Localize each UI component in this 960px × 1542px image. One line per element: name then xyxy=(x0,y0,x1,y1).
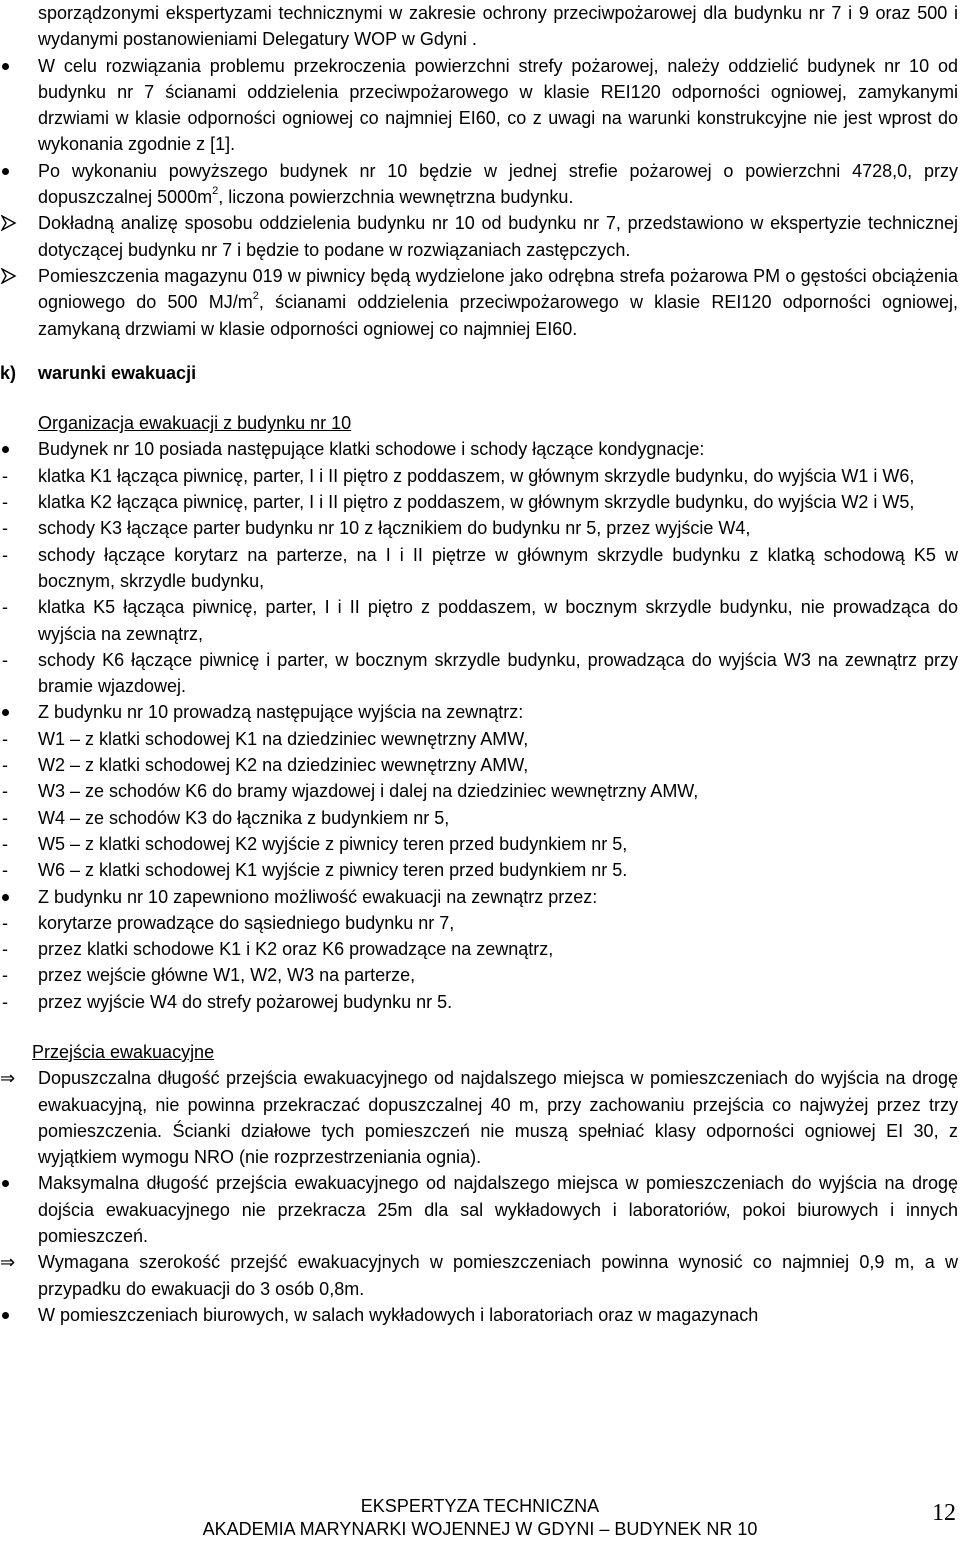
arrow-item xyxy=(0,1249,960,1302)
intro-continuation xyxy=(0,0,960,53)
list-item xyxy=(0,542,960,595)
list-item-text: W6 – z klatki schodowej K1 wyjście z piwnicy teren przed budynkiem nr 5. xyxy=(38,860,628,881)
list-item xyxy=(0,726,960,752)
paragraph-text: , liczona powierzchnia wewnętrzna budynku. xyxy=(218,187,574,208)
list-item xyxy=(0,989,960,1015)
paragraph-text: Wymagana szerokość przejść ewakuacyjnych w pomieszczeniach powinna wynosić co najmniej 0,9 m, a w przypadku do ewakuacji do 3 osób 0,8m. xyxy=(38,1252,958,1299)
list-item-text: W1 – z klatki schodowej K1 na dziedziniec wewnętrzny AMW, xyxy=(38,728,529,749)
bullet-item xyxy=(0,884,960,910)
dash-marker: - xyxy=(2,518,8,539)
bullet-item xyxy=(0,158,960,211)
bullet-item xyxy=(0,436,960,462)
dash-marker: - xyxy=(2,544,8,565)
list-item xyxy=(0,752,960,778)
subsection-title xyxy=(0,1039,960,1065)
section-heading xyxy=(0,360,960,386)
dash-marker: - xyxy=(2,912,8,933)
list-item-text: schody K6 łączące piwnicę i parter, w bocznym skrzydle budynku, prowadząca do wyjścia W3 na zewnątrz przy bramie wjazdowej. xyxy=(38,649,958,697)
list-item xyxy=(0,647,960,700)
superscript: 2 xyxy=(212,185,219,198)
section-title: warunki ewakuacji xyxy=(38,362,197,383)
dash-marker: - xyxy=(2,833,8,854)
paragraph-text: Z budynku nr 10 prowadzą następujące wyjścia na zewnątrz: xyxy=(38,702,524,723)
dash-marker: - xyxy=(2,597,8,618)
list-item xyxy=(0,515,960,541)
list-item-text: W4 – ze schodów K3 do łącznika z budynkiem nr 5, xyxy=(38,807,450,828)
arrow-bullet-item xyxy=(0,263,960,342)
paragraph-text: sporządzonymi ekspertyzami technicznymi w zakresie ochrony przeciwpożarowej dla budynku nr 7 i 9 oraz 500 i wydanymi postanowieniami Delegatury WOP w Gdyni . xyxy=(38,3,958,50)
paragraph-text: Maksymalna długość przejścia ewakuacyjnego od najdalszego miejsca w pomieszczeniach do wyjścia na drogę dojścia ewakuacyjnego nie przekracza 25m dla sal wykładowych i laboratoriów, pokoi biurowych i innych pomieszczeń. xyxy=(38,1173,958,1247)
section-marker: k) xyxy=(0,362,17,383)
footer-subtitle: AKADEMIA MARYNARKI WOJENNEJ W GDYNI – BUDYNEK NR 10 xyxy=(202,1519,758,1539)
double-arrow-icon: ⇒ xyxy=(0,1252,16,1273)
subsection-title-text: Organizacja ewakuacji z budynku nr 10 xyxy=(38,413,352,434)
bullet-item xyxy=(0,699,960,725)
list-item-text: W3 – ze schodów K6 do bramy wjazdowej i dalej na dziedziniec wewnętrzny AMW, xyxy=(38,781,699,802)
list-item xyxy=(0,489,960,515)
list-item xyxy=(0,831,960,857)
dash-marker: - xyxy=(2,781,8,802)
dash-marker: - xyxy=(2,728,8,749)
list-item xyxy=(0,594,960,647)
dash-marker: - xyxy=(2,939,8,960)
list-item-text: klatka K5 łącząca piwnicę, parter, I i II piętro z poddaszem, w bocznym skrzydle budynku, nie prowadząca do wyjścia na zewnątrz, xyxy=(38,597,958,644)
dash-marker: - xyxy=(2,755,8,776)
dash-marker: - xyxy=(2,991,8,1012)
arrowhead-bullet-icon xyxy=(0,210,38,238)
arrow-bullet-item xyxy=(0,210,960,263)
subsection-title xyxy=(0,410,960,436)
superscript: 2 xyxy=(252,290,259,303)
bullet-item xyxy=(0,53,960,158)
paragraph-text: Budynek nr 10 posiada następujące klatki schodowe i schody łączące kondygnacje: xyxy=(38,439,705,460)
subsection-title-text: Przejścia ewakuacyjne xyxy=(32,1041,215,1062)
list-item-text: przez wyjście W4 do strefy pożarowej budynku nr 5. xyxy=(38,991,453,1012)
bullet-item xyxy=(0,1302,960,1328)
list-item xyxy=(0,936,960,962)
paragraph-text: W celu rozwiązania problemu przekroczenia powierzchni strefy pożarowej, należy oddzielić budynek nr 10 od budynku nr 7 ścianami oddzielenia przeciwpożarowego w klasie REI120 odporności ogniowej, zamykanymi drzwiami w klasie odporności ogniowej co najmniej EI60, co z uwagi na warunki konstrukcyjne nie jest wprost do wykonania zgodnie z [1]. xyxy=(38,55,958,155)
list-item-text: klatka K2 łącząca piwnicę, parter, I i II piętro z poddaszem, w głównym skrzydle budynku, do wyjścia W2 i W5, xyxy=(38,492,915,513)
list-item xyxy=(0,962,960,988)
list-item-text: przez klatki schodowe K1 i K2 oraz K6 prowadzące na zewnątrz, xyxy=(38,939,554,960)
dash-marker: - xyxy=(2,649,8,670)
paragraph-text: Pomieszczenia magazynu 019 w piwnicy będą wydzielone jako odrębna strefa pożarowa PM o gęstości obciążenia ogniowego do 500 MJ/m xyxy=(38,265,958,313)
list-item-text: W5 – z klatki schodowej K2 wyjście z piwnicy teren przed budynkiem nr 5, xyxy=(38,833,628,854)
dash-marker: - xyxy=(2,807,8,828)
paragraph-text: Po wykonaniu powyższego budynek nr 10 będzie w jednej strefie pożarowej o powierzchni 4728,0, przy dopuszczalnej 5000m xyxy=(38,160,958,208)
list-item-text: schody łączące korytarz na parterze, na I i II piętrze w głównym skrzydle budynku z klatką schodową K5 w bocznym, skrzydle budynku, xyxy=(38,544,958,591)
paragraph-text: W pomieszczeniach biurowych, w salach wykładowych i laboratoriach oraz w magazynach xyxy=(38,1304,759,1325)
list-item-text: korytarze prowadzące do sąsiedniego budynku nr 7, xyxy=(38,912,455,933)
arrowhead-bullet-icon xyxy=(0,263,38,291)
dash-marker: - xyxy=(2,465,8,486)
paragraph-text: , ścianami oddzielenia przeciwpożarowego w klasie REI120 odporności ogniowej, zamykaną drzwiami w klasie odporności ogniowej co najmniej EI60. xyxy=(38,292,958,339)
bullet-item xyxy=(0,1170,960,1249)
page-footer xyxy=(0,1495,960,1541)
double-arrow-icon: ⇒ xyxy=(0,1068,16,1089)
paragraph-text: Z budynku nr 10 zapewniono możliwość ewakuacji na zewnątrz przez: xyxy=(38,886,598,907)
list-item xyxy=(0,857,960,883)
list-item-text: przez wejście główne W1, W2, W3 na parterze, xyxy=(38,965,416,986)
dash-marker: - xyxy=(2,492,8,513)
dash-marker: - xyxy=(2,860,8,881)
dash-marker: - xyxy=(2,965,8,986)
list-item xyxy=(0,910,960,936)
page-number: 12 xyxy=(932,1500,956,1526)
list-item xyxy=(0,778,960,804)
list-item xyxy=(0,805,960,831)
list-item-text: W2 – z klatki schodowej K2 na dziedziniec wewnętrzny AMW, xyxy=(38,755,529,776)
list-item xyxy=(0,463,960,489)
arrow-item xyxy=(0,1065,960,1170)
paragraph-text: Dopuszczalna długość przejścia ewakuacyjnego od najdalszego miejsca w pomieszczeniach do wyjścia na drogę ewakuacyjną, nie powinna przekraczać dopuszczalnej 40 m, przy zachowaniu przejścia co najwyżej przez trzy pomieszczenia. Ścianki działowe tych pomieszczeń nie muszą spełniać klasy odporności ogniowej EI 30, z wyjątkiem wymogu NRO (nie rozprzestrzeniania ognia). xyxy=(38,1068,958,1168)
list-item-text: klatka K1 łącząca piwnicę, parter, I i II piętro z poddaszem, w głównym skrzydle budynku, do wyjścia W1 i W6, xyxy=(38,465,915,486)
paragraph-text: Dokładną analizę sposobu oddzielenia budynku nr 10 od budynku nr 7, przedstawiono w ekspertyzie technicznej dotyczącej budynku nr 7 i będzie to podane w rozwiązaniach zastępczych. xyxy=(38,213,958,260)
footer-title: EKSPERTYZA TECHNICZNA xyxy=(360,1496,600,1516)
list-item-text: schody K3 łączące parter budynku nr 10 z łącznikiem do budynku nr 5, przez wyjście W4, xyxy=(38,518,751,539)
